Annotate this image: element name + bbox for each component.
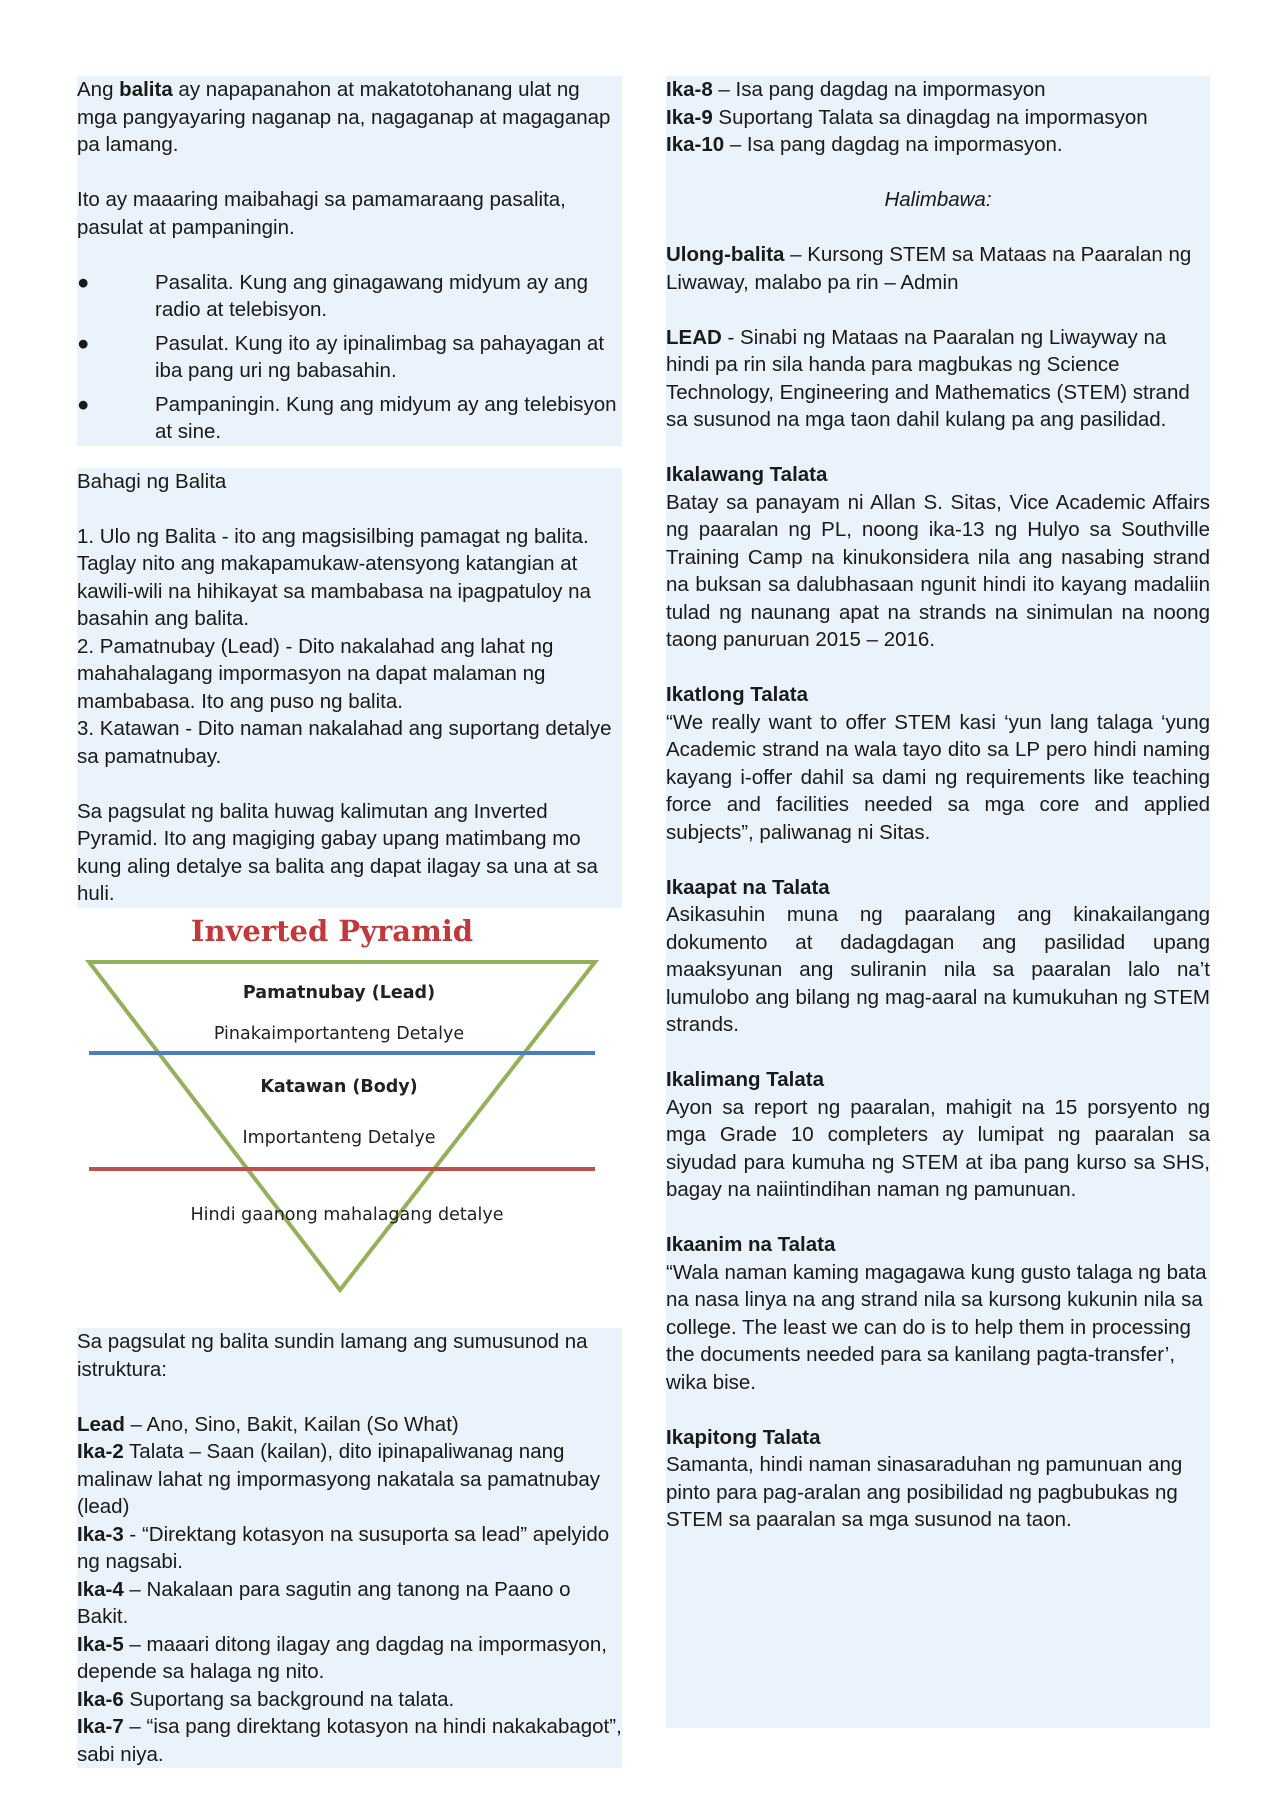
structure-item: Ika-6 Suportang sa background na talata. <box>77 1687 455 1711</box>
paragraph-title: Ikaanim na Talata <box>666 1233 836 1256</box>
structure-item: Ika-2 Talata – Saan (kailan), dito ipinapaliwanag nang malinaw lahat ng impormasyong nakatala sa pamatnubay (lead) <box>77 1440 601 1518</box>
structure-intro: Sa pagsulat ng balita sundin lamang ang sumusunod na istruktura: <box>77 1330 588 1381</box>
paragraph-text: “We really want to offer STEM kasi ‘yun lang talaga ‘yung Academic strand na wala tayo dito sa LP pero hindi naming kayang i-offer dahil sa dami ng requirements like teaching force and facilities needed sa mga core and applied subjects”, paliwanag ni Sitas. <box>666 710 1210 844</box>
balita-methods: Ito ay maaaring maibahagi sa pamamaraang pasalita, pasulat at pampaningin. <box>77 188 566 239</box>
part-2: 2. Pamatnubay (Lead) - Dito nakalahad ang lahat ng mahahalagang impormasyon na dapat malaman ng mambabasa. Ito ang puso ng balita. <box>77 634 554 713</box>
inverted-pyramid-figure <box>77 905 622 1300</box>
structure-item: Ika-7 – “isa pang direktang kotasyon na hindi nakakabagot”, sabi niya. <box>77 1715 622 1766</box>
bullet-pasalita: ● Pasalita. Kung ang ginagawang midyum ay ang radio at telebisyon. <box>77 269 622 324</box>
intro-block <box>77 76 622 446</box>
pyramid-body-label: Katawan (Body) <box>260 1077 418 1097</box>
paragraph-text: “Wala naman kaming magagawa kung gusto talaga ng bata na nasa linya na ang strand nila sa kursong kukunin nila sa college. The least we can do is to help them in processing the documents needed para sa kanilang pagta-transfer’, wika bise. <box>666 1260 1207 1394</box>
paragraph-text: Batay sa panayam ni Allan S. Sitas, Vice Academic Affairs ng paaralan ng PL, noong ika-13 ng Hulyo sa Southville Training Camp na kinukonsidera nila ang nasabing strand na buksan sa dalubhasaan ngunit hindi ito kayang madaliin tulad ng naunang apat na strands na sinimulan na noong taong panuruan 2015 – 2016. <box>666 490 1210 651</box>
right-column <box>666 76 1210 1728</box>
parts-title: Bahagi ng Balita <box>77 469 227 493</box>
left-column <box>77 76 622 908</box>
paragraph-title: Ikalimang Talata <box>666 1068 824 1091</box>
paragraph-text: Samanta, hindi naman sinasaraduhan ng pamunuan ang pinto para pag-aralan ang posibilidad ng pagbubukas ng STEM sa paaralan sa mga susunod na taon. <box>666 1453 1183 1531</box>
paragraph-title: Ikaapat na Talata <box>666 875 830 899</box>
paragraph-title: Ikapitong Talata <box>666 1425 821 1449</box>
pyramid-triangle <box>89 962 595 1290</box>
example-lead: LEAD - Sinabi ng Mataas na Paaralan ng Liwayway na hindi pa rin sila handa para magbukas ng Science Technology, Engineering and Mathematics (STEM) strand sa susunod na mga taon dahil kulang pa ang pasilidad. <box>666 325 1190 431</box>
structure-item: Ika-4 – Nakalaan para sagutin ang tanong na Paano o Bakit. <box>77 1577 571 1628</box>
pyramid-title: Inverted Pyramid <box>190 914 474 948</box>
structure-item: Ika-8 – Isa pang dagdag na impormasyon <box>666 78 1046 101</box>
structure-item: Ika-3 - “Direktang kotasyon na susuporta sa lead” apelyido ng nagsabi. <box>77 1522 610 1573</box>
bullet-pasulat: ● Pasulat. Kung ito ay ipinalimbag sa pahayagan at iba pang uri ng babasahin. <box>77 330 622 385</box>
paragraph-title: Ikalawang Talata <box>666 463 828 486</box>
bullet-icon: ● <box>77 331 90 355</box>
bullet-pampaningin: ● Pampaningin. Kung ang midyum ay ang telebisyon at sine. <box>77 391 622 446</box>
pyramid-lead-label: Pamatnubay (Lead) <box>242 983 436 1003</box>
pyramid-most-important-label: Pinakaimportanteng Detalye <box>213 1024 465 1044</box>
paragraph-text: Asikasuhin muna ng paaralang ang kinakailangang dokumento at dadagdagan ang pasilidad upang maaksyunan ang suliranin nila sa paaralan lalo na’t lumulobo ang bilang ng mag-aaral na kumukuhan ng STEM strands. <box>666 903 1210 1036</box>
paragraph-title: Ikatlong Talata <box>666 683 809 706</box>
pyramid-note: Sa pagsulat ng balita huwag kalimutan ang Inverted Pyramid. Ito ang magiging gabay upang matimbang mo kung aling detalye sa balita ang dapat ilagay sa una at sa huli. <box>77 799 598 905</box>
balita-definition: Ang balita ay napapanahon at makatotohanang ulat ng mga pangyayaring naganap na, nagaganap at magaganap pa lamang. <box>77 78 611 156</box>
pyramid-important-label: Importanteng Detalye <box>242 1128 436 1148</box>
paragraph-text: Ayon sa report ng paaralan, mahigit na 15 porsyento ng mga Grade 10 completers ay lumipat ng paaralan sa siyudad para kumuha ng STEM at iba pang kurso sa SHS, bagay na naiintindihan naman ng pamunuan. <box>666 1095 1210 1201</box>
part-3: 3. Katawan - Dito naman nakalahad ang suportang detalye sa pamatnubay. <box>77 717 612 768</box>
inverted-pyramid-diagram <box>77 905 622 1300</box>
structure-item: Ika-9 Suportang Talata sa dinagdag na impormasyon <box>666 105 1148 129</box>
pyramid-least-label: Hindi gaanong mahalagang detalye <box>190 1205 504 1225</box>
parts-block <box>77 468 622 908</box>
example-headline: Ulong-balita – Kursong STEM sa Mataas na Paaralan ng Liwaway, malabo pa rin – Admin <box>666 243 1192 294</box>
structure-item: Lead – Ano, Sino, Bakit, Kailan (So What) <box>77 1412 459 1436</box>
example-label: Halimbawa: <box>884 188 992 211</box>
part-1: 1. Ulo ng Balita - ito ang magsisilbing pamagat ng balita. Taglay nito ang makapamukaw-atensyong katangian at kawili-wili na hihikayat sa mambabasa na ipagpatuloy na basahin ang balita. <box>77 524 591 630</box>
bullet-icon: ● <box>77 270 90 294</box>
structure-item: Ika-5 – maaari ditong ilagay ang dagdag na impormasyon, depende sa halaga ng nito. <box>77 1632 607 1683</box>
bullet-icon: ● <box>77 392 90 416</box>
structure-block <box>77 1328 622 1768</box>
structure-item: Ika-10 – Isa pang dagdag na impormasyon. <box>666 133 1063 156</box>
